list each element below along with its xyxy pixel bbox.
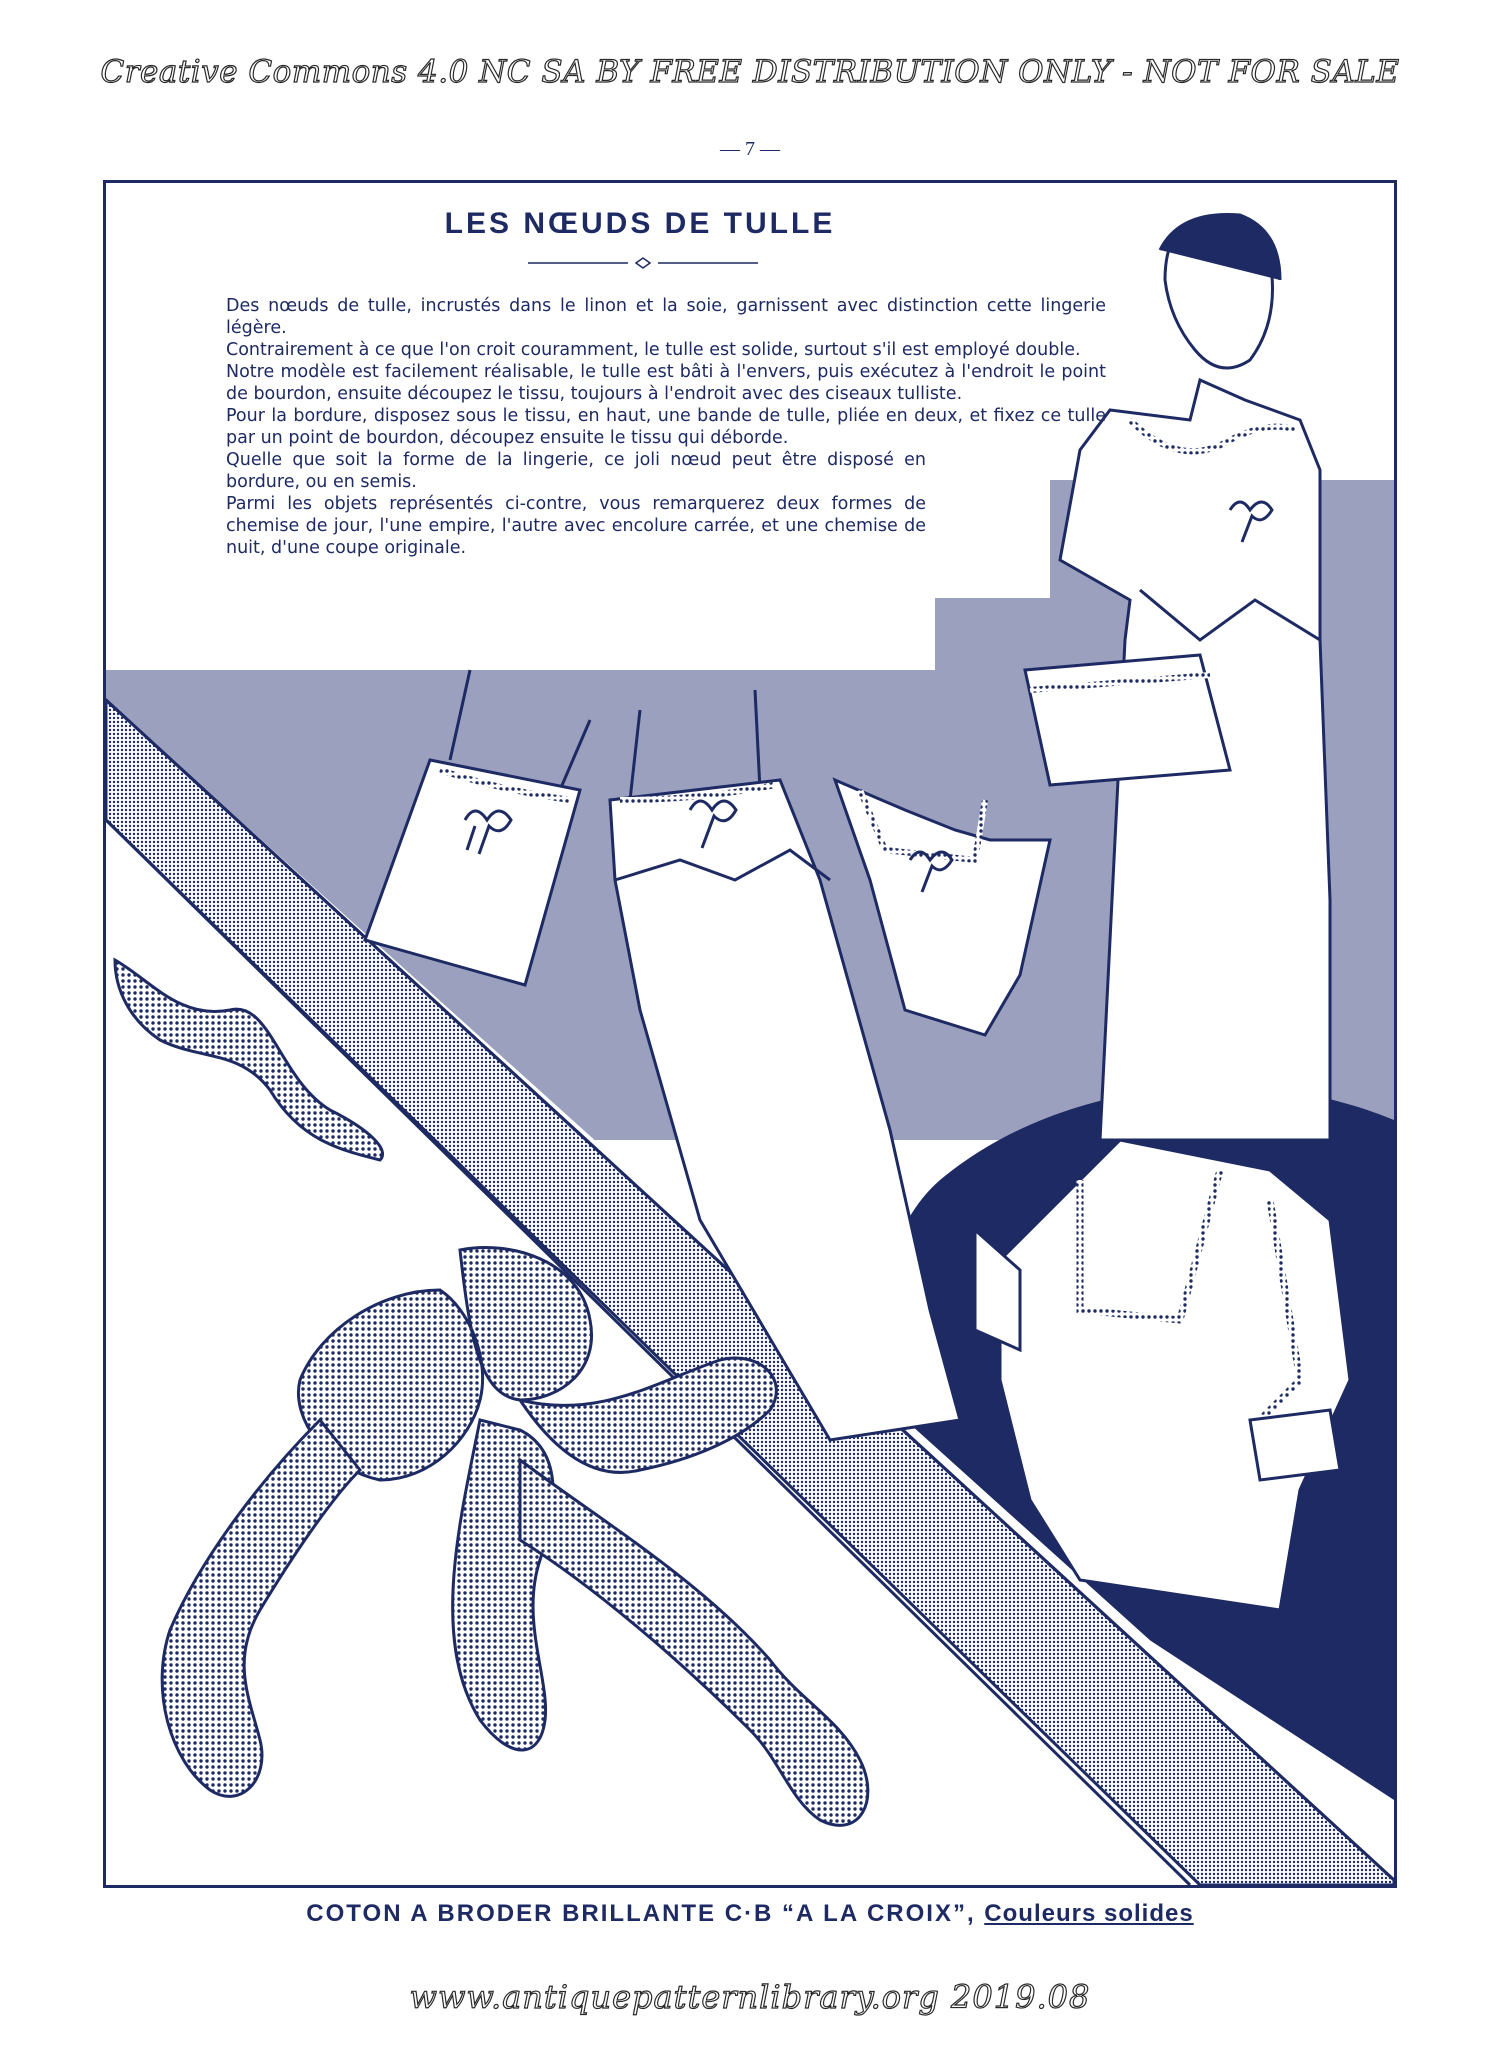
paragraph: Parmi les objets représentés ci-contre, vous remarquerez deux formes de chemise de jour, l'une empire, l'autre avec encolure carrée, et une chemise de nuit, d'une coupe originale.	[226, 494, 926, 558]
caption	[0, 1900, 1500, 1928]
caption-colors: Couleurs solides	[984, 1900, 1194, 1927]
site-credit: www.antiquepatternlibrary.org 2019.08	[409, 1978, 1091, 2016]
text-panel	[108, 185, 1106, 635]
license-banner: Creative Commons 4.0 NC SA BY FREE DISTRIBUTION ONLY - NOT FOR SALE	[100, 54, 1400, 90]
paragraph: Des nœuds de tulle, incrustés dans le linon et la soie, garnissent avec distinction cette lingerie légère.	[226, 296, 1106, 338]
page-number: — 7 —	[720, 138, 780, 160]
article-title: LES NŒUDS DE TULLE	[444, 207, 836, 240]
paragraph: Notre modèle est facilement réalisable, le tulle est bâti à l'envers, puis exécutez à l'endroit le point de bourdon, ensuite découpez le tissu, toujours à l'endroit avec des ciseaux tulliste.	[226, 362, 1106, 404]
paragraph: Quelle que soit la forme de la lingerie, ce joli nœud peut être disposé en bordure, ou en semis.	[226, 450, 926, 492]
article-body	[226, 295, 1106, 559]
title-ornament	[528, 257, 758, 269]
caption-main: COTON A BRODER BRILLANTE C·B “A LA CROIX”,	[306, 1900, 976, 1927]
paragraph: Pour la bordure, disposez sous le tissu, en haut, une bande de tulle, pliée en deux, et fixez ce tulle par un point de bourdon, découpez ensuite le tissu qui déborde.	[226, 406, 1106, 448]
paragraph: Contrairement à ce que l'on croit couramment, le tulle est solide, surtout s'il est employé double.	[226, 340, 1081, 360]
